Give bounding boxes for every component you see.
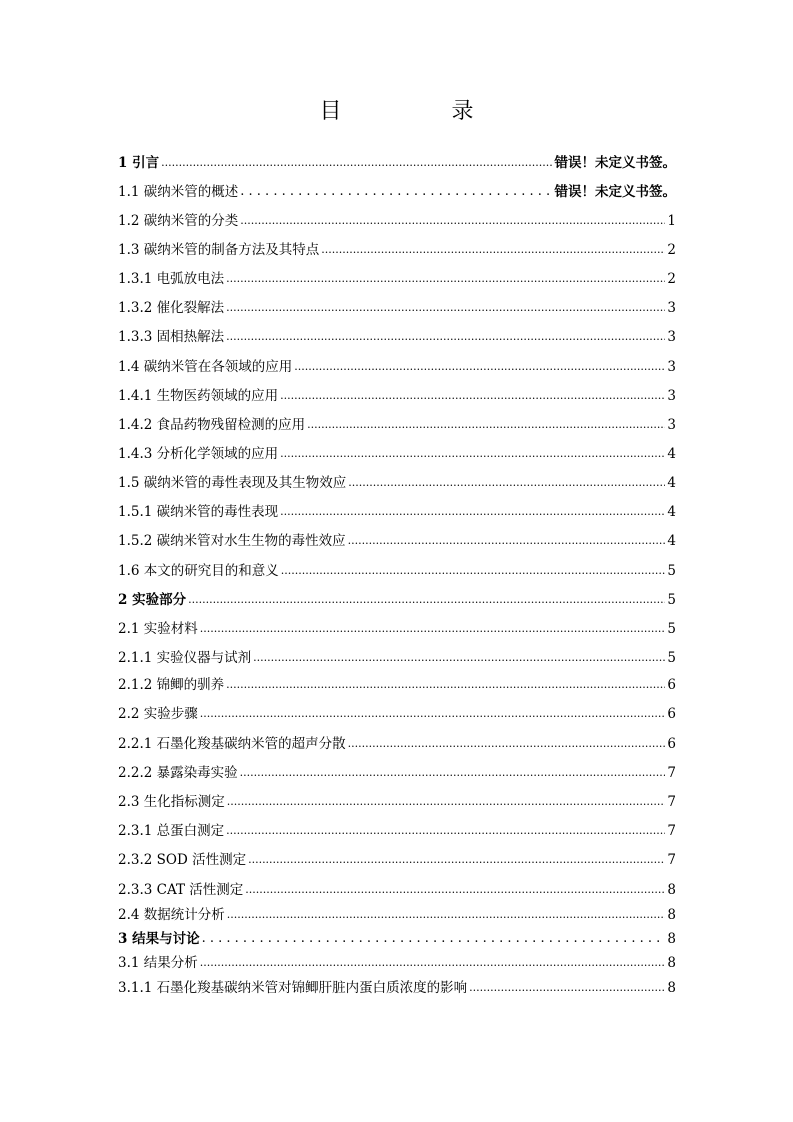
toc-entry[interactable] xyxy=(118,789,676,811)
toc-entry-page: 6 xyxy=(667,736,676,752)
toc-leader-dots xyxy=(200,704,666,723)
toc-entry-label: 2.1 实验材料 xyxy=(118,621,198,637)
toc-leader-dots xyxy=(321,240,665,259)
toc-entry-page: 4 xyxy=(667,533,676,549)
toc-entry-label: 1.4.2 食品药物残留检测的应用 xyxy=(118,417,306,433)
page-title: 目 录 xyxy=(319,99,518,124)
toc-entry-page: 8 xyxy=(667,882,676,898)
toc-entry-label: 1.5.1 碳纳米管的毒性表现 xyxy=(118,504,279,520)
toc-entry-label: 2 实验部分 xyxy=(118,592,187,608)
toc-entry-label: 1.3.3 固相热解法 xyxy=(118,329,225,345)
toc-entry-label: 1.1 碳纳米管的概述 xyxy=(118,184,239,200)
toc-entry-label: 3.1.1 石墨化羧基碳纳米管对锦鲫肝脏内蛋白质浓度的影响 xyxy=(118,980,468,996)
toc-entry[interactable] xyxy=(118,354,676,376)
toc-entry-label: 3 结果与讨论 xyxy=(118,931,200,947)
toc-entry[interactable] xyxy=(118,616,676,638)
toc-entry-page: 4 xyxy=(667,504,676,520)
toc-entry[interactable] xyxy=(118,499,676,521)
toc-entry[interactable] xyxy=(118,470,676,492)
toc-leader-dots xyxy=(227,905,666,924)
toc-entry[interactable] xyxy=(118,266,676,288)
toc-leader-dots xyxy=(240,211,665,230)
toc-entry-label: 2.3.2 SOD 活性测定 xyxy=(118,852,247,868)
toc-leader-dots xyxy=(307,415,665,434)
toc-entry-label: 2.4 数据统计分析 xyxy=(118,907,225,923)
toc-entry-label: 1.4.3 分析化学领域的应用 xyxy=(118,446,279,462)
toc-entry-page: 3 xyxy=(667,300,676,316)
toc-leader-dots xyxy=(348,531,666,550)
toc-entry[interactable] xyxy=(118,150,676,172)
toc-leader-dots xyxy=(240,763,666,782)
toc-entry[interactable] xyxy=(118,902,676,924)
toc-leader-dots xyxy=(200,619,666,638)
toc-entry[interactable] xyxy=(118,528,676,550)
toc-entry-page: 3 xyxy=(667,417,676,433)
toc-entry-page: 6 xyxy=(667,677,676,693)
toc-entry-page: 8 xyxy=(667,955,676,971)
toc-entry-page: 4 xyxy=(667,475,676,491)
toc-entry-label: 2.3.1 总蛋白测定 xyxy=(118,823,225,839)
toc-entry-page: 3 xyxy=(667,329,676,345)
toc-entry-label: 3.1 结果分析 xyxy=(118,955,198,971)
toc-entry[interactable] xyxy=(118,818,676,840)
toc-leader-dots xyxy=(280,444,665,463)
toc-leader-dots xyxy=(226,327,665,346)
toc-leader-dots xyxy=(226,821,665,840)
toc-entry[interactable] xyxy=(118,179,676,201)
toc-entry[interactable] xyxy=(118,383,676,405)
toc-leader-dots xyxy=(226,675,665,694)
toc-entry-page: 2 xyxy=(667,242,676,258)
toc-entry[interactable] xyxy=(118,441,676,463)
toc-entry-label: 2.1.2 锦鲫的驯养 xyxy=(118,677,225,693)
toc-entry-label: 2.2.2 暴露染毒实验 xyxy=(118,765,238,781)
toc-entry-label: 1 引言 xyxy=(118,155,160,171)
toc-entry-page: 5 xyxy=(667,621,676,637)
toc-leader-dots xyxy=(280,502,665,521)
toc-entry[interactable] xyxy=(118,412,676,434)
toc-leader-dots xyxy=(226,298,665,317)
toc-entry-label: 2.2.1 石墨化羧基碳纳米管的超声分散 xyxy=(118,736,346,752)
toc-leader-dots xyxy=(240,182,552,201)
toc-entry-page: 4 xyxy=(667,446,676,462)
toc-entry[interactable] xyxy=(118,237,676,259)
toc-entry-label: 2.3 生化指标测定 xyxy=(118,794,225,810)
toc-entry-page: 7 xyxy=(667,794,676,810)
toc-entry-page: 错误！未定义书签。 xyxy=(554,155,676,171)
toc-entry-page: 5 xyxy=(667,650,676,666)
toc-entry-page: 8 xyxy=(667,907,676,923)
toc-entry-page: 6 xyxy=(667,706,676,722)
toc-entry-page: 3 xyxy=(667,359,676,375)
toc-entry[interactable] xyxy=(118,645,676,667)
toc-entry[interactable] xyxy=(118,587,676,609)
toc-leader-dots xyxy=(348,473,665,492)
toc-entry-page: 8 xyxy=(667,980,676,996)
toc-entry-page: 8 xyxy=(667,931,676,947)
toc-leader-dots xyxy=(188,590,665,609)
toc-leader-dots xyxy=(281,561,666,580)
toc-entry-label: 1.4 碳纳米管在各领域的应用 xyxy=(118,359,293,375)
toc-entry-label: 1.6 本文的研究目的和意义 xyxy=(118,563,279,579)
toc-entry-page: 3 xyxy=(667,388,676,404)
toc-leader-dots xyxy=(226,269,665,288)
toc-leader-dots xyxy=(227,792,666,811)
toc-entry-page: 2 xyxy=(667,271,676,287)
toc-leader-dots xyxy=(248,850,665,869)
toc-entry-label: 1.5 碳纳米管的毒性表现及其生物效应 xyxy=(118,475,347,491)
toc-entry-page: 1 xyxy=(667,213,676,229)
toc-leader-dots xyxy=(348,734,666,753)
toc-entry[interactable] xyxy=(118,950,676,972)
toc-entry-label: 2.1.1 实验仪器与试剂 xyxy=(118,650,252,666)
toc-entry[interactable] xyxy=(118,208,676,230)
toc-entry[interactable] xyxy=(118,672,676,694)
toc-entry[interactable] xyxy=(118,558,676,580)
toc-entry[interactable] xyxy=(118,975,676,997)
toc-entry-page: 5 xyxy=(667,592,676,608)
toc-entry-page: 7 xyxy=(667,852,676,868)
toc-entry[interactable] xyxy=(118,324,676,346)
toc-leader-dots xyxy=(200,953,666,972)
toc-entry-label: 2.3.3 CAT 活性测定 xyxy=(118,882,244,898)
toc-entry-page: 错误！未定义书签。 xyxy=(554,184,676,200)
toc-entry-label: 1.2 碳纳米管的分类 xyxy=(118,213,239,229)
toc-entry-label: 1.3.1 电弧放电法 xyxy=(118,271,225,287)
toc-entry[interactable] xyxy=(118,701,676,723)
toc-entry[interactable] xyxy=(118,731,676,753)
toc-entry-label: 1.3.2 催化裂解法 xyxy=(118,300,225,316)
toc-entry-label: 1.5.2 碳纳米管对水生生物的毒性效应 xyxy=(118,533,346,549)
toc-entry-label: 1.3 碳纳米管的制备方法及其特点 xyxy=(118,242,320,258)
toc-leader-dots xyxy=(280,386,665,405)
toc-leader-dots xyxy=(202,929,666,948)
toc-leader-dots xyxy=(253,648,665,667)
toc-entry-page: 7 xyxy=(667,765,676,781)
toc-leader-dots xyxy=(245,880,665,899)
toc-leader-dots xyxy=(469,978,665,997)
toc-entry-page: 5 xyxy=(667,563,676,579)
toc-leader-dots xyxy=(161,153,552,172)
toc-entry[interactable] xyxy=(118,847,676,869)
toc-entry-label: 2.2 实验步骤 xyxy=(118,706,198,722)
toc-leader-dots xyxy=(294,357,665,376)
toc-entry[interactable] xyxy=(118,926,676,948)
toc-entry-page: 7 xyxy=(667,823,676,839)
toc-entry[interactable] xyxy=(118,877,676,899)
toc-entry-label: 1.4.1 生物医药领域的应用 xyxy=(118,388,279,404)
toc-entry[interactable] xyxy=(118,760,676,782)
toc-entry[interactable] xyxy=(118,295,676,317)
